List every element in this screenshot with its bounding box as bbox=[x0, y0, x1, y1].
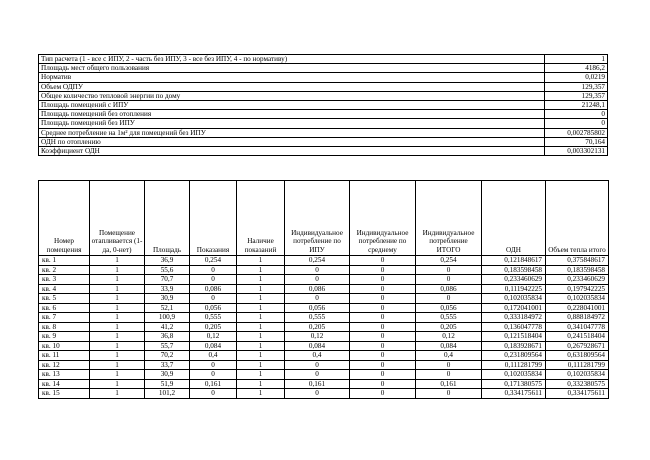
table-row bbox=[39, 313, 609, 323]
param-label: Объем ОДПУ bbox=[39, 82, 545, 91]
table-cell: 0,375848617 bbox=[546, 256, 609, 266]
table-cell: 0 bbox=[285, 294, 350, 304]
table-cell: 0,111281799 bbox=[546, 360, 609, 370]
table-cell: 0,555 bbox=[416, 313, 482, 323]
table-cell: 0 bbox=[190, 265, 237, 275]
column-header: Объем тепла итого bbox=[546, 181, 609, 256]
param-value: 1 bbox=[545, 55, 608, 64]
table-cell: 0,334175611 bbox=[546, 389, 609, 399]
table-cell: 0,888184972 bbox=[546, 313, 609, 323]
param-label: Норматив bbox=[39, 73, 545, 82]
table-cell: 1 bbox=[90, 256, 145, 266]
table-row bbox=[39, 284, 609, 294]
table-cell: кв. 4 bbox=[39, 284, 90, 294]
table-cell: 0 bbox=[285, 360, 350, 370]
table-cell: 0 bbox=[190, 275, 237, 285]
table-cell: 1 bbox=[90, 351, 145, 361]
table-cell: 0,254 bbox=[416, 256, 482, 266]
table-cell: 0,183598458 bbox=[546, 265, 609, 275]
table-cell: 0 bbox=[190, 370, 237, 380]
table-cell: кв. 8 bbox=[39, 322, 90, 332]
table-cell: кв. 15 bbox=[39, 389, 90, 399]
table-cell: 0 bbox=[350, 265, 416, 275]
table-cell: 1 bbox=[237, 294, 285, 304]
table-row bbox=[39, 322, 609, 332]
table-cell: 36,8 bbox=[145, 332, 190, 342]
table-row bbox=[39, 351, 609, 361]
param-label: Коэффициент ОДН bbox=[39, 147, 545, 156]
table-cell: 0,086 bbox=[190, 284, 237, 294]
table-cell: 1 bbox=[90, 379, 145, 389]
table-row bbox=[39, 303, 609, 313]
table-cell: 0,12 bbox=[416, 332, 482, 342]
table-cell: 1 bbox=[237, 389, 285, 399]
table-cell: кв. 10 bbox=[39, 341, 90, 351]
param-label: Площадь помещений без отопления bbox=[39, 110, 545, 119]
param-row bbox=[39, 101, 608, 110]
table-cell: 0,102035834 bbox=[546, 370, 609, 380]
param-value: 0 bbox=[545, 119, 608, 128]
table-cell: 1 bbox=[237, 360, 285, 370]
table-cell: 1 bbox=[237, 313, 285, 323]
table-cell: 1 bbox=[237, 322, 285, 332]
column-header: Площадь bbox=[145, 181, 190, 256]
table-cell: 0,254 bbox=[285, 256, 350, 266]
table-cell: 0 bbox=[416, 294, 482, 304]
param-label: Площадь помещений с ИПУ bbox=[39, 101, 545, 110]
table-cell: 0,102035834 bbox=[482, 294, 546, 304]
table-cell: 0,332380575 bbox=[546, 379, 609, 389]
table-cell: 0,121518404 bbox=[482, 332, 546, 342]
table-cell: 0,4 bbox=[416, 351, 482, 361]
table-cell: 0,233460629 bbox=[546, 275, 609, 285]
param-value: 70,164 bbox=[545, 137, 608, 146]
column-header: Индивидуальное потребление по ИПУ bbox=[285, 181, 350, 256]
table-row bbox=[39, 389, 609, 399]
table-cell: 0,341047778 bbox=[546, 322, 609, 332]
table-cell: 0,4 bbox=[285, 351, 350, 361]
table-row bbox=[39, 360, 609, 370]
table-cell: 0 bbox=[416, 265, 482, 275]
table-cell: 0,183598458 bbox=[482, 265, 546, 275]
param-value: 129,357 bbox=[545, 91, 608, 100]
table-cell: 0 bbox=[350, 303, 416, 313]
table-cell: 0,205 bbox=[285, 322, 350, 332]
table-row bbox=[39, 275, 609, 285]
table-cell: 0,161 bbox=[190, 379, 237, 389]
table-cell: 1 bbox=[90, 265, 145, 275]
table-cell: 0,102035834 bbox=[482, 370, 546, 380]
column-header: Индивидуальное потребление ИТОГО bbox=[416, 181, 482, 256]
table-cell: 55,6 bbox=[145, 265, 190, 275]
table-cell: 0 bbox=[350, 332, 416, 342]
table-cell: 0,12 bbox=[190, 332, 237, 342]
table-cell: 0 bbox=[350, 284, 416, 294]
param-value: 0 bbox=[545, 110, 608, 119]
param-label: Общее количество тепловой энергии по дому bbox=[39, 91, 545, 100]
table-cell: 0,102035834 bbox=[546, 294, 609, 304]
table-row bbox=[39, 256, 609, 266]
table-cell: 0,084 bbox=[190, 341, 237, 351]
column-header: Помещение отапливается (1-да, 0-нет) bbox=[90, 181, 145, 256]
column-header: ОДН bbox=[482, 181, 546, 256]
table-cell: 0 bbox=[285, 265, 350, 275]
table-cell: кв. 9 bbox=[39, 332, 90, 342]
table-cell: 30,9 bbox=[145, 370, 190, 380]
table-cell: 0,228041001 bbox=[546, 303, 609, 313]
table-cell: 51,9 bbox=[145, 379, 190, 389]
table-cell: 0 bbox=[285, 370, 350, 380]
table-cell: кв. 1 bbox=[39, 256, 90, 266]
table-row bbox=[39, 370, 609, 380]
table-cell: 30,9 bbox=[145, 294, 190, 304]
table-cell: 0,056 bbox=[416, 303, 482, 313]
table-cell: кв. 14 bbox=[39, 379, 90, 389]
table-cell: 0 bbox=[350, 370, 416, 380]
table-cell: 0,084 bbox=[416, 341, 482, 351]
param-label: Среднее потребление на 1м² для помещений без ИПУ bbox=[39, 128, 545, 137]
table-cell: 0,555 bbox=[190, 313, 237, 323]
table-cell: 0,056 bbox=[285, 303, 350, 313]
table-cell: 0,183928671 bbox=[482, 341, 546, 351]
table-row bbox=[39, 341, 609, 351]
param-label: ОДН по отоплению bbox=[39, 137, 545, 146]
table-cell: 1 bbox=[90, 294, 145, 304]
param-value: 129,357 bbox=[545, 82, 608, 91]
table-cell: кв. 7 bbox=[39, 313, 90, 323]
table-row bbox=[39, 265, 609, 275]
param-row bbox=[39, 119, 608, 128]
table-cell: 1 bbox=[237, 370, 285, 380]
table-cell: 1 bbox=[90, 389, 145, 399]
table-cell: 1 bbox=[90, 360, 145, 370]
param-row bbox=[39, 64, 608, 73]
table-cell: 0,111942225 bbox=[482, 284, 546, 294]
table-cell: 0,631809564 bbox=[546, 351, 609, 361]
param-row bbox=[39, 137, 608, 146]
table-cell: кв. 6 bbox=[39, 303, 90, 313]
table-cell: 1 bbox=[90, 322, 145, 332]
table-cell: 0 bbox=[190, 389, 237, 399]
table-cell: 0,161 bbox=[285, 379, 350, 389]
table-cell: 0,205 bbox=[416, 322, 482, 332]
table-cell: кв. 5 bbox=[39, 294, 90, 304]
table-cell: 0,056 bbox=[190, 303, 237, 313]
table-cell: 0 bbox=[350, 256, 416, 266]
table-cell: 0 bbox=[416, 360, 482, 370]
param-value: 0,002785802 bbox=[545, 128, 608, 137]
table-cell: 33,9 bbox=[145, 284, 190, 294]
column-header: Наличие показаний bbox=[237, 181, 285, 256]
table-cell: 0,555 bbox=[285, 313, 350, 323]
table-cell: 0 bbox=[350, 379, 416, 389]
table-cell: 0,136047778 bbox=[482, 322, 546, 332]
param-row bbox=[39, 110, 608, 119]
table-cell: 33,7 bbox=[145, 360, 190, 370]
table-cell: 0,267928671 bbox=[546, 341, 609, 351]
table-cell: 1 bbox=[90, 303, 145, 313]
table-cell: 0 bbox=[350, 351, 416, 361]
header-row bbox=[39, 181, 609, 256]
table-cell: 0,084 bbox=[285, 341, 350, 351]
table-cell: 0 bbox=[350, 313, 416, 323]
table-cell: 0,333184972 bbox=[482, 313, 546, 323]
param-label: Площадь помещений без ИПУ bbox=[39, 119, 545, 128]
table-cell: 0,171380575 bbox=[482, 379, 546, 389]
table-cell: 0,241518404 bbox=[546, 332, 609, 342]
table-cell: 1 bbox=[237, 332, 285, 342]
table-cell: 1 bbox=[90, 313, 145, 323]
table-cell: 1 bbox=[90, 370, 145, 380]
table-cell: 0,231809564 bbox=[482, 351, 546, 361]
column-header: Показания bbox=[190, 181, 237, 256]
table-cell: 70,7 bbox=[145, 275, 190, 285]
table-cell: 100,9 bbox=[145, 313, 190, 323]
table-cell: кв. 13 bbox=[39, 370, 90, 380]
table-cell: 0,172041001 bbox=[482, 303, 546, 313]
table-cell: 1 bbox=[90, 332, 145, 342]
table-cell: 1 bbox=[237, 275, 285, 285]
table-cell: 0,086 bbox=[416, 284, 482, 294]
param-row bbox=[39, 128, 608, 137]
table-cell: кв. 11 bbox=[39, 351, 90, 361]
table-cell: 0 bbox=[416, 389, 482, 399]
table-cell: кв. 3 bbox=[39, 275, 90, 285]
param-row bbox=[39, 82, 608, 91]
table-cell: 0,086 bbox=[285, 284, 350, 294]
column-header: Индивидуальное потребление по среднему bbox=[350, 181, 416, 256]
apartments-table bbox=[38, 180, 609, 399]
table-row bbox=[39, 379, 609, 389]
table-cell: 70,2 bbox=[145, 351, 190, 361]
table-cell: 1 bbox=[90, 275, 145, 285]
table-cell: 0 bbox=[350, 322, 416, 332]
table-row bbox=[39, 332, 609, 342]
param-value: 0,003302131 bbox=[545, 147, 608, 156]
table-cell: 0 bbox=[285, 275, 350, 285]
table-cell: 1 bbox=[237, 379, 285, 389]
table-cell: 0 bbox=[350, 275, 416, 285]
table-cell: 1 bbox=[237, 351, 285, 361]
param-row bbox=[39, 147, 608, 156]
param-value: 4186,2 bbox=[545, 64, 608, 73]
table-cell: 0,254 bbox=[190, 256, 237, 266]
table-cell: 0 bbox=[350, 389, 416, 399]
table-cell: 0,205 bbox=[190, 322, 237, 332]
table-cell: 0,121848617 bbox=[482, 256, 546, 266]
table-cell: 0,161 bbox=[416, 379, 482, 389]
table-cell: 0,12 bbox=[285, 332, 350, 342]
table-cell: кв. 12 bbox=[39, 360, 90, 370]
param-value: 0,0219 bbox=[545, 73, 608, 82]
table-cell: 36,9 bbox=[145, 256, 190, 266]
table-row bbox=[39, 294, 609, 304]
table-cell: 1 bbox=[237, 265, 285, 275]
param-label: Тип расчета (1 - все с ИПУ, 2 - часть без ИПУ, 3 - все без ИПУ, 4 - по нормативу) bbox=[39, 55, 545, 64]
table-cell: 0 bbox=[350, 360, 416, 370]
param-row bbox=[39, 55, 608, 64]
parameters-table bbox=[38, 54, 608, 156]
table-cell: 1 bbox=[90, 341, 145, 351]
table-cell: 55,7 bbox=[145, 341, 190, 351]
table-cell: 1 bbox=[237, 341, 285, 351]
table-cell: 0 bbox=[285, 389, 350, 399]
param-value: 21248,1 bbox=[545, 101, 608, 110]
param-label: Площадь мест общего пользования bbox=[39, 64, 545, 73]
table-cell: 0 bbox=[350, 341, 416, 351]
table-cell: 0,197942225 bbox=[546, 284, 609, 294]
column-header: Номер помещения bbox=[39, 181, 90, 256]
table-cell: 1 bbox=[237, 303, 285, 313]
param-row bbox=[39, 91, 608, 100]
table-cell: 0,111281799 bbox=[482, 360, 546, 370]
param-row bbox=[39, 73, 608, 82]
table-cell: 0 bbox=[416, 370, 482, 380]
table-cell: 0 bbox=[190, 294, 237, 304]
table-cell: 52,1 bbox=[145, 303, 190, 313]
table-cell: кв. 2 bbox=[39, 265, 90, 275]
table-cell: 0,334175611 bbox=[482, 389, 546, 399]
table-cell: 0,4 bbox=[190, 351, 237, 361]
table-cell: 1 bbox=[237, 256, 285, 266]
table-cell: 1 bbox=[237, 284, 285, 294]
table-cell: 0 bbox=[350, 294, 416, 304]
table-cell: 0,233460629 bbox=[482, 275, 546, 285]
table-cell: 1 bbox=[90, 284, 145, 294]
table-cell: 0 bbox=[190, 360, 237, 370]
table-cell: 0 bbox=[416, 275, 482, 285]
table-cell: 41,2 bbox=[145, 322, 190, 332]
table-cell: 101,2 bbox=[145, 389, 190, 399]
